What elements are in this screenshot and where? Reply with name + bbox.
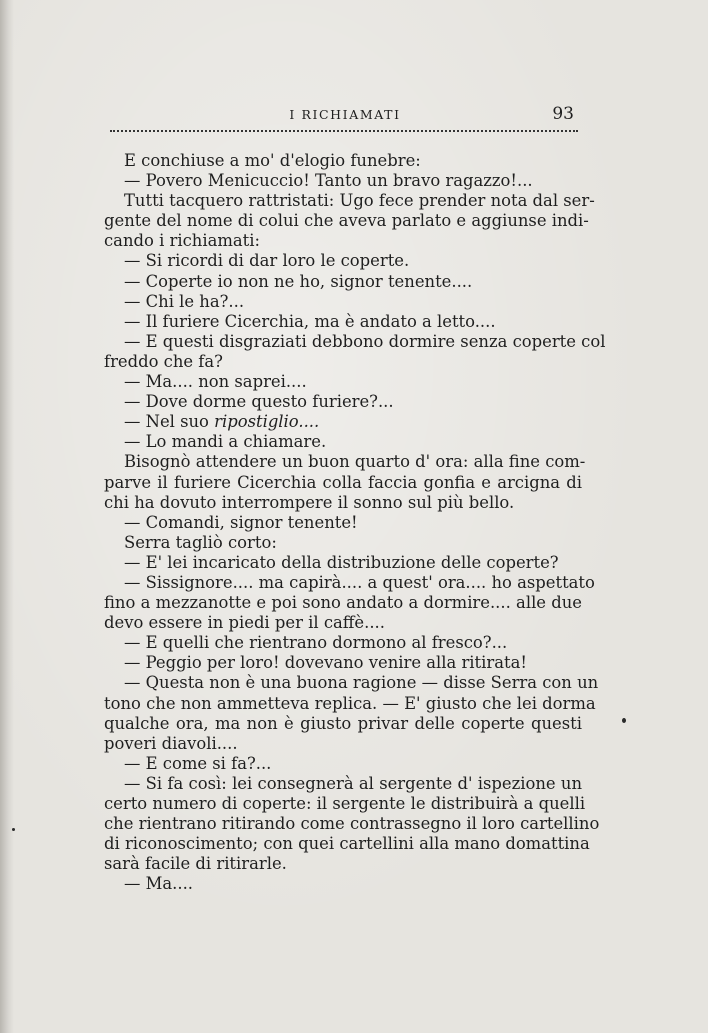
text-line: — Sissignore.... ma capirà.... a quest' ora.... ho aspettato (124, 572, 595, 592)
text-line: tono che non ammetteva replica. — E' giusto che lei dorma (104, 693, 596, 713)
text-line: Bisognò attendere un buon quarto d' ora: alla fine com- (124, 452, 586, 472)
text-line: — E come si fa?... (124, 753, 272, 773)
text-line: — Comandi, signor tenente! (124, 512, 358, 532)
text-line: poveri diavoli.... (104, 733, 238, 753)
text-line: — Povero Menicuccio! Tanto un bravo ragazzo!... (124, 171, 533, 191)
text-line: certo numero di coperte: il sergente le distribuirà a quelli (104, 794, 586, 813)
text-line: — Ma.... (124, 874, 193, 894)
italic-word: ripostiglio.... (214, 412, 320, 432)
text-line: devo essere in piedi per il caffè.... (104, 613, 385, 633)
text-line: Serra tagliò corto: (124, 532, 277, 552)
text-line (104, 412, 582, 432)
text-line: — Ma.... non saprei.... (124, 372, 307, 392)
text-line: — Lo mandi a chiamare. (124, 432, 327, 452)
ink-speck (622, 718, 626, 723)
running-header (110, 105, 580, 129)
text-line: freddo che fa? (104, 351, 223, 371)
text-line: — E' lei incaricato della distribuzione delle coperte? (124, 552, 559, 572)
page-number: 93 (552, 104, 574, 124)
text-line: che rientrano ritirando come contrassegno il loro cartellino (104, 814, 600, 834)
text-line: — Si ricordi di dar loro le coperte. (124, 251, 410, 271)
text-line: fino a mezzanotte e poi sono andato a dormire.... alle due (104, 593, 582, 613)
text-line: parve il furiere Cicerchia colla faccia gonfia e arcigna di (104, 472, 582, 492)
text-line: di riconoscimento; con quei cartellini alla mano domattina (104, 834, 590, 854)
text-line: — Coperte io non ne ho, signor tenente.... (124, 271, 473, 291)
text-line: qualche ora, ma non è giusto privar delle coperte questi (104, 713, 582, 733)
text-line: — Il furiere Cicerchia, ma è andato a letto.... (124, 311, 496, 331)
text-line: cando i richiamati: (104, 231, 261, 251)
text-line: — E questi disgraziati debbono dormire senza coperte col (124, 331, 606, 351)
text-line: gente del nome di colui che aveva parlato e aggiunse indi- (104, 211, 589, 231)
text-line: chi ha dovuto interrompere il sonno sul più bello. (104, 492, 515, 512)
body-text (104, 151, 606, 894)
binding-shadow (0, 0, 14, 1033)
text-line: — Questa non è una buona ragione — disse Serra con un (124, 673, 599, 693)
text-line: — Chi le ha?... (124, 291, 245, 311)
text-line: sarà facile di ritirarle. (104, 854, 287, 874)
header-dotted-rule (110, 130, 578, 132)
text-line: — Dove dorme questo furiere?... (124, 392, 394, 412)
ink-speck (12, 828, 15, 831)
text-line: — Si fa così: lei consegnerà al sergente d' ispezione un (124, 773, 582, 793)
text-line: — Peggio per loro! dovevano venire alla ritirata! (124, 653, 527, 673)
text-line: — E quelli che rientrano dormono al fresco?... (124, 633, 508, 653)
text-line: Tutti tacquero rattristati: Ugo fece prender nota dal ser- (124, 191, 595, 211)
text-segment: — Nel suo (124, 412, 215, 432)
running-title: I RICHIAMATI (289, 107, 401, 122)
text-line: E conchiuse a mo' d'elogio funebre: (124, 151, 421, 170)
